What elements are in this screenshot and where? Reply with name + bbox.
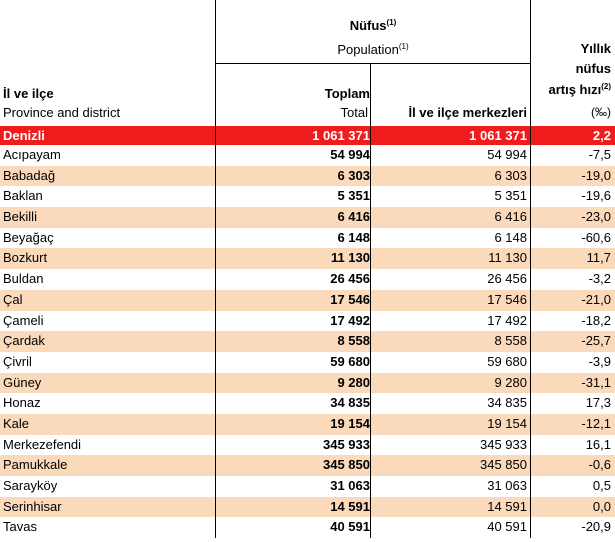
total-header-tr: Toplam (324, 86, 370, 101)
district-name: Merkezefendi (3, 436, 82, 452)
district-centers: 17 546 (487, 291, 527, 307)
table-row (0, 455, 615, 476)
district-growth-rate: -0,6 (588, 457, 611, 473)
district-total: 11 130 (330, 250, 370, 266)
total-header-en: Total (340, 105, 368, 120)
district-centers: 345 933 (480, 436, 527, 452)
district-total: 14 591 (330, 498, 370, 514)
district-total: 345 850 (323, 457, 370, 473)
district-name: Beyağaç (3, 229, 54, 245)
table-row (0, 145, 615, 166)
total-row (0, 126, 615, 145)
district-centers: 54 994 (487, 147, 527, 162)
table-row (0, 228, 615, 249)
district-total: 34 835 (330, 395, 370, 411)
district-name: Kale (3, 415, 30, 431)
district-growth-rate: -31,1 (581, 374, 611, 390)
district-total: 17 546 (330, 291, 370, 307)
district-name: Tavas (3, 519, 37, 535)
district-total: 345 933 (323, 436, 370, 452)
district-growth-rate: -12,1 (581, 415, 611, 431)
district-name: Pamukkale (3, 457, 68, 473)
table-row (0, 497, 615, 518)
district-growth-rate: -7,5 (588, 147, 611, 162)
district-name: Çal (3, 291, 23, 307)
district-name: Acıpayam (3, 147, 61, 162)
district-centers: 40 591 (487, 519, 527, 535)
district-growth-rate: 0,5 (592, 478, 611, 493)
growth-header-unit: (‰) (591, 105, 611, 119)
population-header-tr: Nüfus$^{(1)}$ (349, 18, 397, 33)
table-row (0, 166, 615, 187)
total-row-total: 1 061 371 (312, 128, 370, 143)
district-name: Honaz (3, 395, 41, 411)
table-row (0, 331, 615, 352)
district-total: 17 492 (330, 312, 370, 328)
district-total: 6 148 (337, 229, 370, 245)
district-name: Güney (3, 374, 42, 390)
district-centers: 6 416 (494, 209, 527, 225)
growth-header-line1: Yıllık (580, 41, 611, 56)
table-row (0, 476, 615, 497)
district-name: Serinhisar (3, 498, 62, 514)
district-name: Bekilli (3, 209, 37, 225)
growth-header-line2: nüfus (575, 61, 611, 76)
growth-header-line3: artış hızı$^{(2)}$ (548, 82, 611, 97)
header-divider-middle (370, 64, 371, 126)
district-centers: 59 680 (487, 353, 527, 369)
total-row-name: Denizli (3, 128, 45, 143)
table-row (0, 393, 615, 414)
district-growth-rate: -20,9 (581, 519, 611, 535)
district-centers: 34 835 (487, 395, 527, 411)
district-name: Sarayköy (3, 478, 58, 493)
district-centers: 9 280 (494, 374, 527, 390)
district-total: 59 680 (330, 353, 370, 369)
district-growth-rate: 0,0 (592, 498, 611, 514)
district-growth-rate: -19,0 (581, 167, 611, 183)
centers-header-tr: İl ve ilçe merkezleri (408, 105, 527, 120)
table-row (0, 269, 615, 290)
district-growth-rate: -60,6 (581, 229, 611, 245)
table-row (0, 352, 615, 373)
province-header-tr: İl ve ilçe (3, 86, 54, 101)
district-growth-rate: -21,0 (581, 291, 611, 307)
district-centers: 6 303 (494, 167, 527, 183)
district-growth-rate: 11,7 (586, 250, 611, 266)
district-growth-rate: -19,6 (581, 188, 611, 204)
district-name: Baklan (3, 188, 43, 204)
district-growth-rate: -3,9 (588, 353, 611, 369)
district-total: 54 994 (330, 147, 370, 162)
district-name: Bozkurt (3, 250, 48, 266)
district-centers: 14 591 (487, 498, 527, 514)
district-total: 8 558 (337, 333, 370, 349)
total-row-rate: 2,2 (592, 128, 611, 143)
table-row (0, 414, 615, 435)
province-header-en: Province and district (3, 105, 121, 120)
district-total: 26 456 (330, 271, 370, 287)
district-total: 19 154 (330, 415, 370, 431)
table-row (0, 248, 615, 269)
district-total: 6 303 (337, 167, 370, 183)
population-group-underline (215, 63, 531, 64)
district-centers: 19 154 (487, 415, 527, 431)
district-centers: 26 456 (487, 271, 527, 287)
district-growth-rate: 17,3 (585, 395, 611, 411)
district-centers: 5 351 (494, 188, 527, 204)
table-row (0, 290, 615, 311)
district-total: 9 280 (337, 374, 370, 390)
total-row-centers: 1 061 371 (469, 128, 527, 143)
district-growth-rate: -18,2 (581, 312, 611, 328)
district-name: Çardak (3, 333, 45, 349)
district-centers: 17 492 (487, 312, 527, 328)
district-name: Buldan (3, 271, 44, 287)
district-name: Çivril (3, 353, 32, 369)
district-centers: 345 850 (480, 457, 527, 473)
table-row (0, 517, 615, 538)
district-name: Babadağ (3, 167, 56, 183)
district-growth-rate: -23,0 (581, 209, 611, 225)
district-growth-rate: -3,2 (588, 271, 611, 287)
district-total: 6 416 (337, 209, 370, 225)
district-centers: 31 063 (487, 478, 527, 493)
table-row (0, 435, 615, 456)
district-centers: 11 130 (488, 250, 527, 266)
district-centers: 8 558 (494, 333, 527, 349)
district-total: 5 351 (337, 188, 370, 204)
district-growth-rate: -25,7 (581, 333, 611, 349)
table-row (0, 186, 615, 207)
district-name: Çameli (3, 312, 44, 328)
table-row (0, 373, 615, 394)
table-body (0, 126, 615, 538)
district-total: 31 063 (330, 478, 370, 493)
district-growth-rate: 16,1 (585, 436, 611, 452)
table-row (0, 207, 615, 228)
district-centers: 6 148 (494, 229, 527, 245)
district-total: 40 591 (330, 519, 370, 535)
population-header-en: Population$^{(1)}$ (337, 42, 409, 57)
table-row (0, 311, 615, 332)
